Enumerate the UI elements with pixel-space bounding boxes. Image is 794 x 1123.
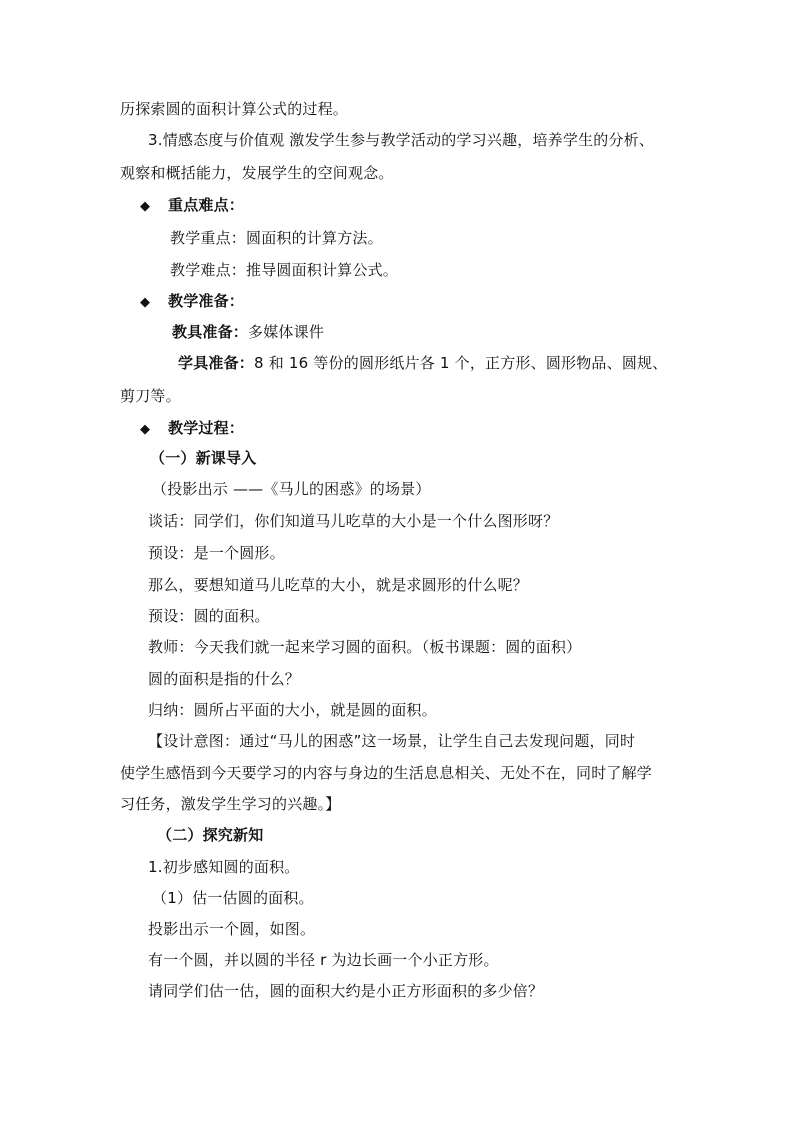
key-point-line: 教学重点：圆面积的计算方法。 [170, 229, 383, 247]
subsection-title-intro: （一）新课导入 [150, 449, 257, 467]
paragraph-line: 那么，要想知道马儿吃草的大小，就是求圆形的什么呢？ [148, 576, 529, 594]
paragraph-line: 谈话：同学们，你们知道马儿吃草的大小是一个什么图形呀？ [148, 512, 559, 530]
section-heading-key-points [140, 195, 244, 217]
paragraph-line: 观察和概括能力，发展学生的空间观念。 [120, 164, 394, 182]
subsection-title-explore: （二）探究新知 [157, 826, 264, 844]
paragraph-line: 投影出示一个圆，如图。 [148, 920, 316, 938]
paragraph-line: 请同学们估一估，圆的面积大约是小正方形面积的多少倍？ [148, 982, 544, 1000]
paragraph-line: 【设计意图：通过“马儿的困惑”这一场景，让学生自己去发现问题，同时 [148, 732, 636, 750]
paragraph-line: 有一个圆，并以圆的半径 r 为边长画一个小正方形。 [148, 951, 499, 969]
paragraph-line: 历探索圆的面积计算公式的过程。 [120, 100, 349, 118]
paragraph-line: 剪刀等。 [120, 387, 181, 405]
study-preparation-line [178, 353, 667, 373]
study-text: 8 和 16 等份的圆形纸片各 1 个，正方形、圆形物品、圆规、 [254, 354, 668, 372]
paragraph-line: （1）估一估圆的面积。 [152, 889, 314, 907]
diamond-bullet-icon: ◆ [140, 295, 151, 310]
paragraph-line: 圆的面积是指的什么？ [148, 670, 301, 688]
paragraph-line: 归纳：圆所占平面的大小，就是圆的面积。 [148, 701, 437, 719]
section-heading-preparation [140, 291, 244, 313]
tool-text: 多媒体课件 [248, 323, 325, 341]
heading-text: 教学过程： [168, 419, 245, 437]
paragraph-line: 3.情感态度与价值观 激发学生参与教学活动的学习兴趣，培养学生的分析、 [148, 131, 655, 149]
key-point-line: 教学难点：推导圆面积计算公式。 [170, 261, 399, 279]
paragraph-line: 习任务，激发学生学习的兴趣。】 [120, 795, 341, 813]
paragraph-line: （投影出示 ——《马儿的困惑》的场景） [152, 480, 431, 498]
section-heading-process [140, 418, 244, 440]
paragraph-line: 预设：是一个圆形。 [148, 544, 285, 562]
heading-text: 重点难点： [168, 196, 245, 214]
tool-preparation-line [172, 322, 324, 342]
paragraph-line: 1.初步感知圆的面积。 [148, 858, 300, 876]
paragraph-line: 使学生感悟到今天要学习的内容与身边的生活息息相关、无处不在，同时了解学 [120, 764, 653, 782]
diamond-bullet-icon: ◆ [140, 422, 151, 437]
paragraph-line: 预设：圆的面积。 [148, 607, 270, 625]
study-label: 学具准备： [178, 354, 255, 372]
heading-text: 教学准备： [168, 292, 245, 310]
diamond-bullet-icon: ◆ [140, 199, 151, 214]
paragraph-line: 教师：今天我们就一起来学习圆的面积。（板书课题：圆的面积） [148, 638, 582, 656]
tool-label: 教具准备： [172, 323, 249, 341]
